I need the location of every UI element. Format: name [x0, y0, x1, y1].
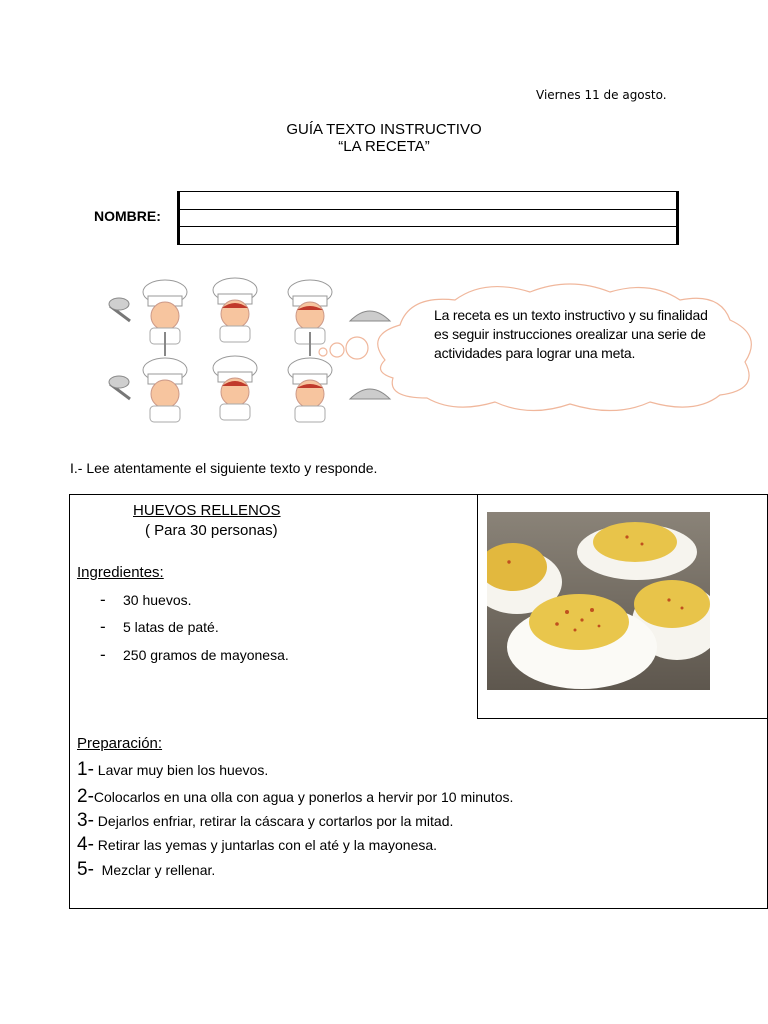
- step-item: 4- Retirar las yemas y juntarlas con el até y la mayonesa.: [77, 834, 438, 855]
- page-subtitle: “LA RECETA”: [338, 138, 430, 155]
- ingredient-item: - 30 huevos.: [100, 590, 192, 609]
- step-item: 5- Mezclar y rellenar.: [77, 859, 216, 880]
- recipe-servings: ( Para 30 personas): [145, 522, 278, 539]
- page-title: GUÍA TEXTO INSTRUCTIVO: [286, 121, 482, 138]
- deviled-eggs-photo: [487, 512, 710, 690]
- ingredients-title: Ingredientes:: [77, 564, 164, 581]
- name-label: NOMBRE:: [94, 208, 161, 224]
- instruction-text: I.- Lee atentamente el siguiente texto y responde.: [70, 460, 378, 476]
- preparation-title: Preparación:: [77, 735, 163, 752]
- ingredient-item: - 250 gramos de mayonesa.: [100, 645, 289, 664]
- step-item: 2-Colocarlos en una olla con agua y ponerlos a hervir por 10 minutos.: [77, 786, 514, 807]
- cloud-text: La receta es un texto instructivo y su finalidad es seguir instrucciones orealizar una serie de actividades para lograr una meta.: [434, 307, 708, 361]
- step-item: 1- Lavar muy bien los huevos.: [77, 759, 269, 780]
- date-text: Viernes 11 de agosto.: [536, 88, 667, 102]
- recipe-title: HUEVOS RELLENOS: [133, 502, 281, 519]
- ingredient-item: - 5 latas de paté.: [100, 617, 219, 636]
- step-item: 3- Dejarlos enfriar, retirar la cáscara y cortarlos por la mitad.: [77, 810, 454, 831]
- name-field[interactable]: [177, 191, 679, 245]
